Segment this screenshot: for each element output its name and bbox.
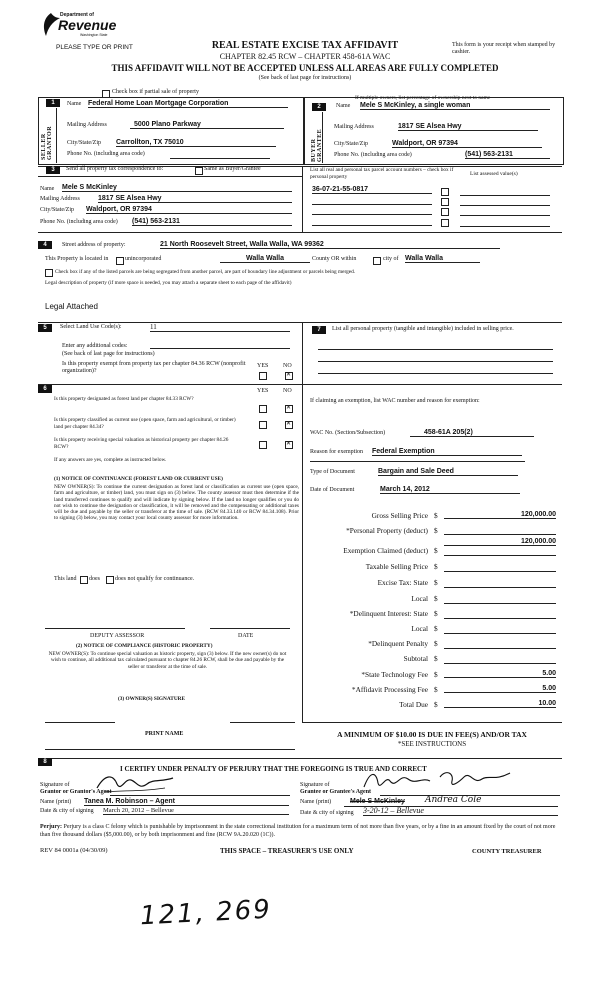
corr-name-label: Name — [40, 186, 55, 192]
personal-property-dollar: $ — [434, 526, 438, 535]
tech-fee-dollar: $ — [434, 670, 438, 679]
tech-fee-label: *State Technology Fee — [361, 670, 428, 679]
total-due-field[interactable]: 10.00 — [444, 700, 556, 708]
exempt-no-checkbox[interactable] — [285, 372, 293, 380]
affidavit-fee-field[interactable]: 5.00 — [444, 685, 556, 693]
print-name-label: PRINT NAME — [145, 731, 184, 737]
perjury-label: Perjury: — [40, 824, 62, 830]
land-use-field[interactable]: 11 — [150, 323, 290, 332]
owner-signature-label: (3) OWNER(S) SIGNATURE — [118, 696, 185, 702]
parcel-4-personal-checkbox[interactable] — [441, 219, 449, 227]
affidavit-fee-dollar: $ — [434, 685, 438, 694]
multiple-owners-note: If multiple owners, list percentage of ownership next to name — [355, 95, 491, 101]
logo-line2: Revenue — [58, 17, 117, 33]
receipt-note: This form is your receipt when stamped by cashier. — [452, 42, 556, 55]
grantee-sig-label2: Grantee or Grantee's Agent — [300, 789, 372, 795]
section-1-number: 1 — [46, 99, 60, 107]
section-2-number: 2 — [312, 103, 326, 111]
excise-state-label: Excise Tax: State — [377, 578, 428, 587]
partial-sale-label: Check box if partial sale of property — [112, 89, 199, 95]
corr-city-field[interactable]: Waldport, OR 97394 — [86, 206, 292, 214]
corr-name-field[interactable]: Mele S McKinley — [62, 184, 292, 192]
excise-state-dollar: $ — [434, 578, 438, 587]
seller-name-label: Name — [67, 101, 82, 107]
answers-note: If any answers are yes, complete as instructed below. — [54, 457, 167, 463]
historic-no-checkbox[interactable] — [285, 441, 293, 449]
current-use-question: Is this property classified as current use (open space, farm and agricultural, or timber) land per chapter 84.34? — [54, 417, 236, 430]
seller-phone-label: Phone No. (including area code) — [67, 151, 145, 157]
s5-no-label: NO — [283, 363, 292, 369]
personal-property-label: List all personal property (tangible and intangible) included in selling price. — [332, 326, 514, 332]
buyer-name-label: Name — [336, 103, 351, 109]
parcel-2-personal-checkbox[interactable] — [441, 198, 449, 206]
seller-phone-field[interactable] — [170, 150, 270, 159]
exemption-claimed-field[interactable]: 120,000.00 — [444, 538, 556, 546]
taxable-price-dollar: $ — [434, 562, 438, 571]
assessed-values-label: List assessed value(s) — [470, 171, 518, 177]
grantor-name-label: Name (print) — [40, 799, 72, 805]
deputy-assessor-label: DEPUTY ASSESSOR — [90, 633, 145, 639]
doc-date-label: Date of Document — [310, 487, 355, 493]
segregated-checkbox[interactable] — [45, 269, 53, 277]
same-as-buyer-label: Same as Buyer/Grantee — [204, 166, 261, 172]
located-label: This Property is located in — [45, 256, 109, 262]
historic-yes-checkbox[interactable] — [259, 441, 267, 449]
parcel-1-personal-checkbox[interactable] — [441, 188, 449, 196]
subtotal-label: Subtotal — [403, 654, 428, 663]
wac-field[interactable]: 458-61A 205(2) — [410, 429, 534, 437]
section-3-number: 3 — [46, 166, 60, 174]
exemption-claimed-label: Exemption Claimed (deduct) — [343, 546, 428, 555]
additional-see-back: (See back of last page for instructions) — [62, 351, 155, 357]
county-label: County OR within — [312, 256, 357, 262]
reason-field[interactable]: Federal Exemption — [372, 448, 522, 456]
grantee-name-handwritten[interactable]: Andrea Cole — [425, 795, 482, 805]
minimum-due-note: A MINIMUM OF $10.00 IS DUE IN FEE(S) AND/OR TAX — [337, 730, 527, 739]
delinquent-state-dollar: $ — [434, 609, 438, 618]
gross-price-dollar: $ — [434, 511, 438, 520]
street-address-field[interactable]: 21 North Roosevelt Street, Walla Walla, WA 99362 — [160, 241, 500, 249]
see-back-note: (See back of last page for instructions) — [258, 75, 352, 81]
grantor-date-label: Date & city of signing — [40, 808, 94, 814]
legal-description-label: Legal description of property (if more space is needed, you may attach a separate sheet to each page of the affidavit) — [45, 280, 292, 286]
land-use-label: Select Land Use Code(s): — [60, 324, 122, 330]
form-title: REAL ESTATE EXCISE TAX AFFIDAVIT — [211, 40, 399, 51]
grantor-sig-label1: Signature of — [40, 782, 70, 788]
subtotal-dollar: $ — [434, 654, 438, 663]
form-warning: THIS AFFIDAVIT WILL NOT BE ACCEPTED UNLESS ALL AREAS ARE FULLY COMPLETED — [111, 63, 499, 73]
section-5-number: 5 — [38, 324, 52, 332]
parcel-1-field[interactable]: 36-07-21-55-0817 — [312, 186, 432, 194]
does-label: does — [89, 576, 100, 582]
corr-phone-label: Phone No. (including area code) — [40, 219, 118, 225]
seller-mailing-label: Mailing Address — [67, 122, 107, 128]
notice1-text: NEW OWNER(S): To continue the current designation as forest land or classification as current use (open space, farm and agriculture, or timber) land, you must sign on (3) below. The county assessor must then determine if the land transferred continues to qualify and will indicate by signing below. If the land no longer qualifies or you do not wish to continue the designation or classification, it will be removed and the compensating or additional taxes will be due and payable by the seller or transferor at the time of sale. (RCW 84.33.140 or RCW 84.34.108). Prior to signing (3) below, you may contact your local county assessor for more information. — [54, 484, 299, 522]
reason-label: Reason for exemption — [310, 449, 363, 455]
exempt-yes-checkbox[interactable] — [259, 372, 267, 380]
buyer-mailing-field[interactable]: 1817 SE Alsea Hwy — [398, 123, 538, 131]
corr-mailing-field[interactable]: 1817 SE Alsea Hwy — [98, 195, 292, 203]
form-chapter: CHAPTER 82.45 RCW – CHAPTER 458-61A WAC — [219, 52, 391, 61]
current-use-yes-checkbox[interactable] — [259, 421, 267, 429]
delinquent-state-label: *Delinquent Interest: State — [349, 609, 428, 618]
s6-yes-label: YES — [257, 388, 269, 394]
notice2-title: (2) NOTICE OF COMPLIANCE (HISTORIC PROPERTY) — [76, 643, 213, 649]
corr-phone-field[interactable]: (541) 563-2131 — [132, 218, 292, 226]
parcels-label: List all real and personal tax parcel account numbers – check box if personal property — [310, 167, 454, 180]
grantee-date-label: Date & city of signing — [300, 810, 354, 816]
historic-question: Is this property receiving special valuation as historical property per chapter 84.26 RCW? — [54, 437, 229, 450]
taxable-price-label: Taxable Selling Price — [365, 562, 428, 571]
seller-city-field[interactable]: Carrollton, TX 75010 — [116, 139, 276, 147]
unincorporated-label: unincorporated — [125, 256, 162, 262]
treasurer-use-note: THIS SPACE – TREASURER'S USE ONLY — [220, 847, 354, 855]
handwritten-number: 121, 269 — [139, 894, 273, 932]
parcel-3-personal-checkbox[interactable] — [441, 208, 449, 216]
county-field[interactable]: Walla Walla — [220, 255, 310, 263]
city-field[interactable]: Walla Walla — [405, 255, 480, 263]
section-8-number: 8 — [38, 758, 52, 766]
buyer-side-label: BUYER GRANTEE — [311, 128, 323, 162]
current-use-no-checkbox[interactable] — [285, 421, 293, 429]
qualifies-does-not-checkbox[interactable] — [106, 576, 114, 584]
gross-price-field[interactable]: 120,000.00 — [444, 511, 556, 519]
county-treasurer-label: COUNTY TREASURER — [472, 848, 542, 855]
within-city-checkbox[interactable] — [373, 257, 381, 265]
segregated-note: Check box if any of the listed parcels are being segregated from another parcel, are part of boundary line adjustment or parcels being merged. — [55, 269, 356, 275]
doc-type-label: Type of Document — [310, 469, 355, 475]
s5-yes-label: YES — [257, 363, 269, 369]
seller-mailing-field[interactable]: 5000 Plano Parkway — [130, 121, 284, 129]
certify-statement: I CERTIFY UNDER PENALTY OF PERJURY THAT THE FOREGOING IS TRUE AND CORRECT — [120, 765, 427, 773]
logo-line3: Washington State — [80, 33, 108, 37]
legal-description-value[interactable]: Legal Attached — [45, 302, 98, 311]
grantee-name-label: Name (print) — [300, 799, 332, 805]
does-not-label: does not qualify for continuance. — [115, 576, 195, 582]
excise-local-label: Local — [411, 594, 428, 603]
buyer-city-field[interactable]: Waldport, OR 97394 — [392, 140, 542, 148]
grantee-signature[interactable] — [360, 767, 520, 793]
delinquent-local-label: Local — [411, 624, 428, 633]
buyer-mailing-label: Mailing Address — [334, 124, 374, 130]
s6-no-label: NO — [283, 388, 292, 394]
grantor-name-field[interactable]: Tanea M. Robinson – Agent — [84, 798, 289, 806]
this-land-label: This land — [54, 576, 77, 582]
corr-mailing-label: Mailing Address — [40, 196, 80, 202]
qualifies-does-checkbox[interactable] — [80, 576, 88, 584]
please-type-label: PLEASE TYPE OR PRINT — [56, 44, 133, 51]
exemption-claim-label: If claiming an exemption, list WAC number and reason for exemption: — [310, 398, 480, 404]
forest-land-question: Is this property designated as forest land per chapter 84.33 RCW? — [54, 396, 194, 402]
exempt-question: Is this property exempt from property tax per chapter 84.36 RCW (nonprofit organization)? — [62, 361, 246, 374]
grantee-date-field[interactable]: 3-20-12 – Bellevue — [363, 806, 558, 816]
perjury-statement — [40, 824, 560, 839]
buyer-city-label: City/State/Zip — [334, 141, 368, 147]
buyer-phone-field[interactable]: (541) 563-2131 — [465, 151, 550, 159]
city-of-label: city of — [383, 256, 399, 262]
doc-type-field[interactable]: Bargain and Sale Deed — [378, 468, 518, 476]
affidavit-fee-label: *Affidavit Processing Fee — [351, 685, 428, 694]
doc-date-field[interactable]: March 14, 2012 — [380, 486, 520, 494]
delinquent-local-dollar: $ — [434, 624, 438, 633]
see-instructions-note: *SEE INSTRUCTIONS — [397, 740, 467, 748]
grantee-sig-label1: Signature of — [300, 782, 330, 788]
total-due-label: Total Due — [399, 700, 428, 709]
buyer-phone-label: Phone No. (including area code) — [334, 152, 412, 158]
forest-yes-checkbox[interactable] — [259, 405, 267, 413]
total-due-dollar: $ — [434, 700, 438, 709]
seller-city-label: City/State/Zip — [67, 140, 101, 146]
logo-line1: Department of — [60, 12, 94, 18]
exemption-claimed-dollar: $ — [434, 546, 438, 555]
notice2-text: NEW OWNER(S): To continue special valuation as historic property, sign (3) below. If the new owner(s) do not wish to continue, all additional tax calculated pursuant to chapter 84.26 RCW, shall be due and payable by the seller or transferor at the time of sale. — [48, 651, 287, 670]
buyer-name-field[interactable]: Mele S McKinley, a single woman — [360, 102, 550, 110]
gross-price-label: Gross Selling Price — [371, 511, 428, 520]
wac-label: WAC No. (Section/Subsection) — [310, 430, 386, 436]
street-address-label: Street address of property: — [62, 242, 126, 248]
seller-name-field[interactable]: Federal Home Loan Mortgage Corporation — [88, 100, 288, 108]
additional-codes-label: Enter any additional codes: — [62, 343, 128, 349]
personal-property-deduct-field[interactable] — [444, 526, 556, 535]
grantor-sig-label2: Grantor or Grantor's Agent — [40, 789, 112, 795]
section-4-number: 4 — [38, 241, 52, 249]
delinquent-penalty-dollar: $ — [434, 639, 438, 648]
perjury-text: Perjury is a class C felony which is punishable by imprisonment in the state correctional institution for a maximum term of not more than five years, or by a fine in an amount fixed by the court of not more than five thousand dollars ($5,000.00), or by both imprisonment and fine (RCW 9A.20.020 (1C)). — [40, 824, 556, 838]
section-6-number: 6 — [38, 385, 52, 393]
excise-local-dollar: $ — [434, 594, 438, 603]
tech-fee-field[interactable]: 5.00 — [444, 670, 556, 678]
date-label: DATE — [238, 633, 254, 639]
form-revision: REV 84 0001a (04/30/09) — [40, 847, 108, 854]
personal-property-deduct-label: *Personal Property (deduct) — [346, 526, 428, 535]
delinquent-penalty-label: *Delinquent Penalty — [368, 639, 428, 648]
unincorporated-checkbox[interactable] — [116, 257, 124, 265]
forest-no-checkbox[interactable] — [285, 405, 293, 413]
notice1-title: (1) NOTICE OF CONTINUANCE (FOREST LAND OR CURRENT USE) — [54, 476, 223, 482]
same-as-buyer-checkbox[interactable] — [195, 167, 203, 175]
correspondence-label: Send all property tax correspondence to: — [66, 166, 164, 172]
seller-side-label: SELLER GRANTOR — [41, 125, 53, 160]
section-7-number: 7 — [312, 326, 326, 334]
dor-logo — [40, 10, 115, 40]
grantee-name-struck[interactable]: Mele S McKinley — [350, 798, 405, 805]
grantor-date-field[interactable]: March 20, 2012 – Bellevue — [103, 807, 289, 815]
corr-city-label: City/State/Zip — [40, 207, 74, 213]
